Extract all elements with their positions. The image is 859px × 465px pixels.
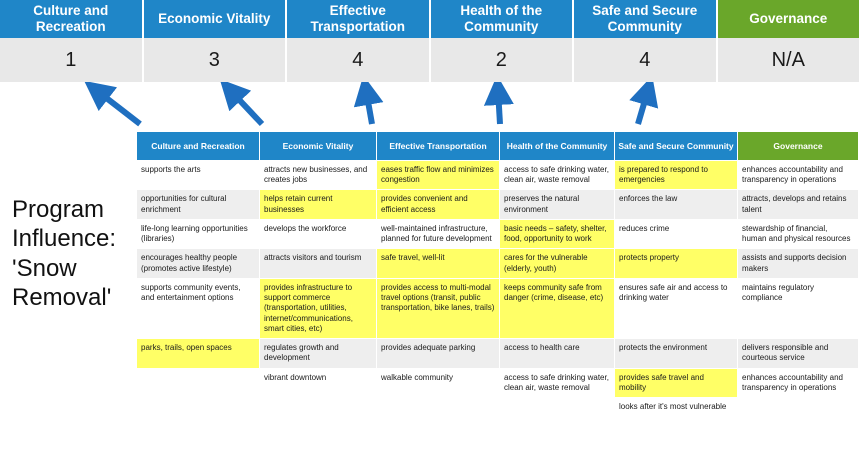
matrix-header-culture-and-recreation: Culture and Recreation (137, 132, 260, 161)
matrix-cell: cares for the vulnerable (elderly, youth) (500, 249, 615, 278)
scorecard-header-row (0, 0, 859, 38)
scorecard-score-governance: N/A (771, 48, 805, 71)
arrow-effective-transportation (366, 90, 372, 124)
matrix-cell: protects the environment (615, 339, 738, 368)
matrix-cell: opportunities for cultural enrichment (137, 190, 260, 219)
matrix-cell: vibrant downtown (260, 368, 377, 397)
table-row (137, 219, 859, 248)
matrix-cell: parks, trails, open spaces (137, 339, 260, 368)
matrix-cell: attracts new businesses, and creates jobs (260, 161, 377, 190)
scorecard-summary-band (0, 0, 859, 82)
table-row (137, 249, 859, 278)
matrix-cell (137, 397, 260, 416)
matrix-cell: enforces the law (615, 190, 738, 219)
scorecard-header-economic-vitality: Economic Vitality (144, 0, 288, 38)
arrow-health-of-the-community (498, 90, 500, 124)
matrix-header-governance: Governance (738, 132, 859, 161)
matrix-cell: attracts visitors and tourism (260, 249, 377, 278)
scorecard-score-health-of-the-community: 2 (431, 38, 575, 82)
matrix-cell: walkable community (377, 368, 500, 397)
scorecard-header-health-of-the-community: Health of the Community (431, 0, 575, 38)
matrix-cell: access to safe drinking water, clean air, waste removal (500, 368, 615, 397)
matrix-cell: keeps community safe from danger (crime, disease, etc) (500, 278, 615, 338)
matrix-cell: eases traffic flow and minimizes congestion (377, 161, 500, 190)
matrix-cell: life-long learning opportunities (libraries) (137, 219, 260, 248)
scorecard-header-effective-transportation: Effective Transportation (287, 0, 431, 38)
strategic-outcomes-matrix (136, 131, 859, 417)
table-row (137, 397, 859, 416)
arrow-layer (0, 82, 859, 132)
scorecard-header-culture-and-recreation: Culture and Recreation (0, 0, 144, 38)
matrix-cell (738, 397, 859, 416)
matrix-cell: provides convenient and efficient access (377, 190, 500, 219)
matrix-cell: maintains regulatory compliance (738, 278, 859, 338)
matrix-cell: develops the workforce (260, 219, 377, 248)
matrix-cell: supports community events, and entertainment options (137, 278, 260, 338)
table-row (137, 190, 859, 219)
arrow-safe-and-secure-community (638, 90, 648, 124)
scorecard-score-row (0, 38, 859, 82)
arrow-culture-and-recreation (96, 90, 140, 124)
program-influence-caption: Program Influence: 'Snow Removal' (12, 196, 117, 311)
matrix-cell: provides safe travel and mobility (615, 368, 738, 397)
matrix-cell (260, 397, 377, 416)
matrix-cell: enhances accountability and transparency in operations (738, 161, 859, 190)
table-row (137, 278, 859, 338)
matrix-header-safe-and-secure-community: Safe and Secure Community (615, 132, 738, 161)
arrow-economic-vitality (230, 90, 262, 124)
matrix-cell: protects property (615, 249, 738, 278)
matrix-cell: safe travel, well-lit (377, 249, 500, 278)
matrix-cell: provides access to multi-modal travel options (transit, public transportation, bike lanes, trails) (377, 278, 500, 338)
matrix-cell: basic needs – safety, shelter, food, opportunity to work (500, 219, 615, 248)
table-row (137, 368, 859, 397)
matrix-cell (500, 397, 615, 416)
matrix-cell: well-maintained infrastructure, planned for future development (377, 219, 500, 248)
matrix-cell: supports the arts (137, 161, 260, 190)
matrix-cell: looks after it's most vulnerable (615, 397, 738, 416)
matrix-cell (377, 397, 500, 416)
matrix-cell: provides adequate parking (377, 339, 500, 368)
matrix-cell: enhances accountability and transparency in operations (738, 368, 859, 397)
matrix-cell: ensures safe air and access to drinking water (615, 278, 738, 338)
scorecard-score-economic-vitality: 3 (144, 38, 288, 82)
matrix-cell: delivers responsible and courteous service (738, 339, 859, 368)
scorecard-score-safe-and-secure-community: 4 (574, 38, 718, 82)
matrix-cell (137, 368, 260, 397)
matrix-cell: assists and supports decision makers (738, 249, 859, 278)
matrix-header-effective-transportation: Effective Transportation (377, 132, 500, 161)
matrix-cell: helps retain current businesses (260, 190, 377, 219)
matrix-cell: attracts, develops and retains talent (738, 190, 859, 219)
matrix-header-health-of-the-community: Health of the Community (500, 132, 615, 161)
matrix-header-economic-vitality: Economic Vitality (260, 132, 377, 161)
matrix-cell: access to health care (500, 339, 615, 368)
matrix-cell: provides infrastructure to support commerce (transportation, utilities, internet/communications, smart cities, etc) (260, 278, 377, 338)
scorecard-score-culture-and-recreation: 1 (0, 38, 144, 82)
table-row (137, 161, 859, 190)
scorecard-header-safe-and-secure-community: Safe and Secure Community (574, 0, 718, 38)
matrix-cell: is prepared to respond to emergencies (615, 161, 738, 190)
matrix-header-row (137, 132, 859, 161)
scorecard-header-governance: Governance (718, 0, 859, 38)
matrix-cell: stewardship of financial, human and physical resources (738, 219, 859, 248)
matrix-cell: encourages healthy people (promotes active lifestyle) (137, 249, 260, 278)
table-row (137, 339, 859, 368)
matrix-cell: reduces crime (615, 219, 738, 248)
matrix-cell: access to safe drinking water, clean air, waste removal (500, 161, 615, 190)
scorecard-score-effective-transportation: 4 (287, 38, 431, 82)
matrix-cell: regulates growth and development (260, 339, 377, 368)
matrix-cell: preserves the natural environment (500, 190, 615, 219)
